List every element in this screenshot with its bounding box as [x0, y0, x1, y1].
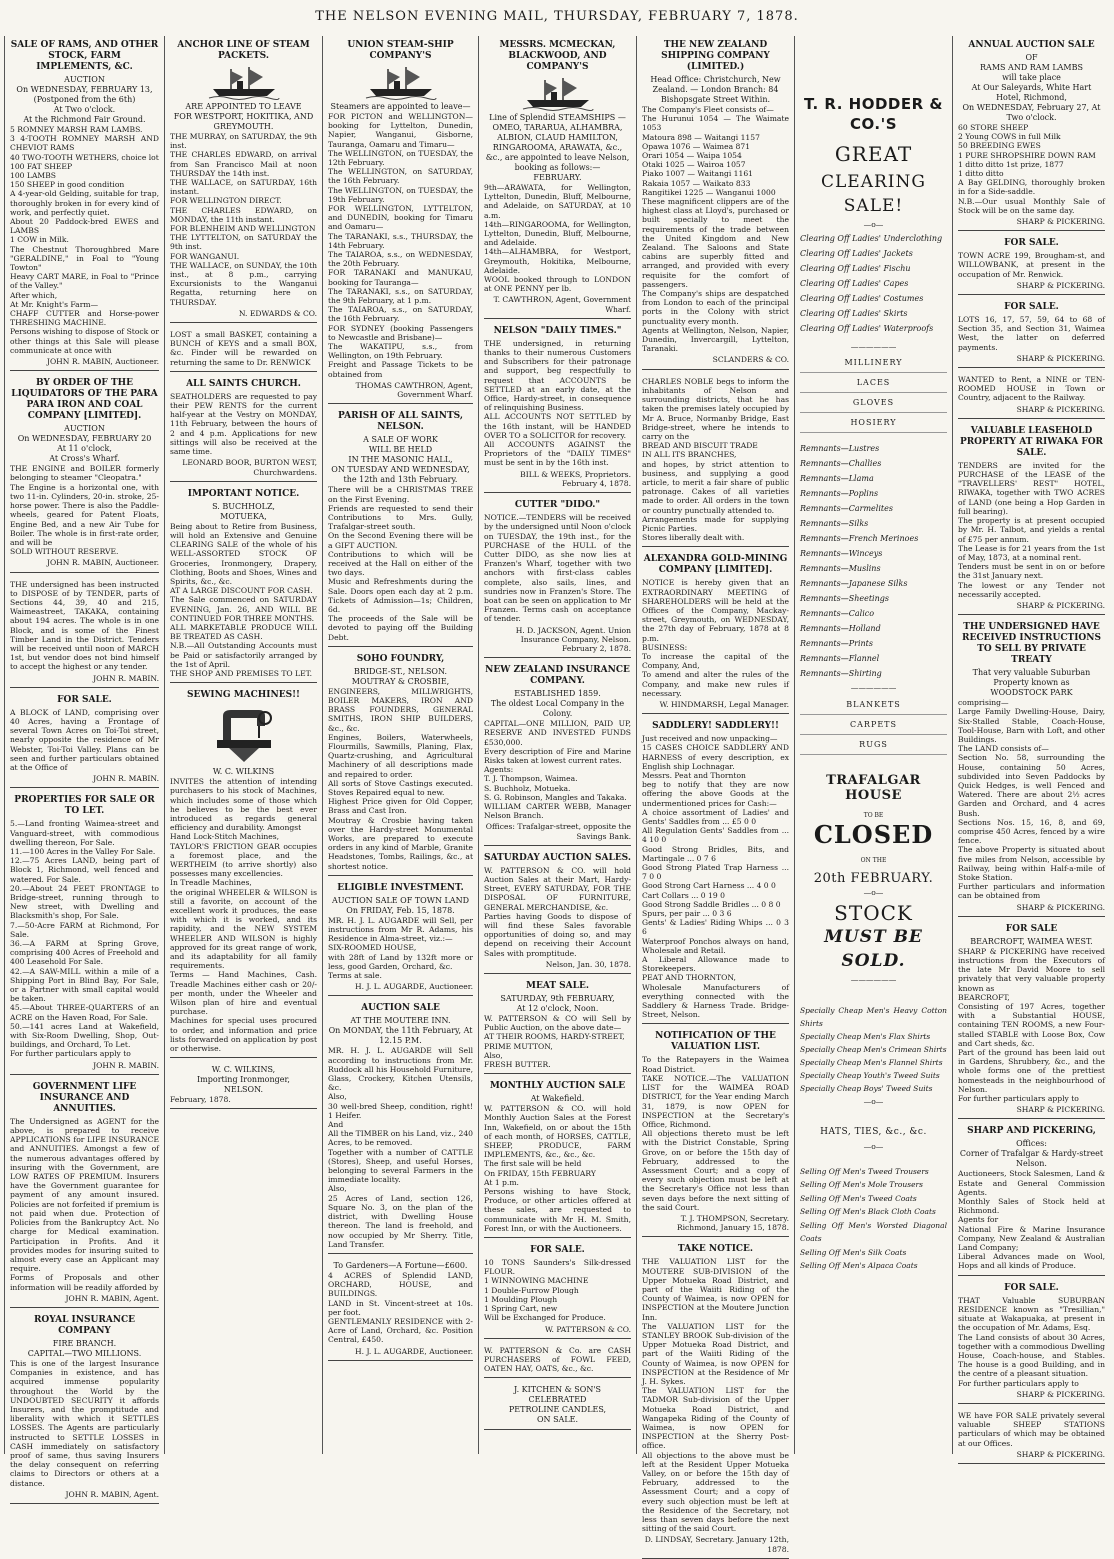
- advertisement: [170, 375, 317, 482]
- remnant-item: Remnants—Calico: [800, 609, 875, 619]
- ad-body: THE VALUATION LIST for the MOUTERE SUB-DIVISION of the Upper Motueka Road District, and part of the Waiiti Riding of the County of Waimea, is now OPEN for INSPECTION at the Moutere Junction Inn. The VALUATION LIST for the STANLEY BROOK Sub-division of the Upper Motueka Road District, and part of the Waiiti Riding of the County of Waimea, is now OPEN for INSPECTION at the Residence of Mr J. H. Sykes. The VALUATION LIST for the TADMOR Sub-division of the Upper Motueka Road District, and Wangapeka Riding of the County of Waimea, is now OPEN for INSPECTION at the Sherry Post-office. All objections to the above must be left at the Resident Upper Motueka Valley, on or before the 15th day of February, addressed to the Assessment Court; and a copy of every such objection must be left at the Residence of the Secretary, not less than seven days before the next sitting of the said Court.: [642, 1257, 789, 1534]
- ad-body: This is one of the largest Insurance Companies in existence, and has acquired immense popularity throughout the World by the UNDOUBTED SECURITY it affords Insurers, and the promptitude and liberality with which it SETTLES LOSSES. The Agents are particularly instructed to SETTLE LOSSES in CASH immediately on satisfactory proof of same, thus saving Insurers the delay consequent on referring claims to Directors or others at a distance.: [10, 1358, 159, 1488]
- advertisement: [642, 36, 789, 370]
- ad-body: 5 ROMNEY MARSH RAM LAMBS. 3 4-TOOTH ROMNEY MARSH AND CHEVIOT RAMS 40 TWO-TOOTH WETHERS, choice lot 100 FAT SHEEP 100 LAMBS 150 SHEEP in good condition A 4-year-old Gelding, suitable for trap, thoroughly broken in for every kind of work, and perfectly quiet. About 20 Paddock-bred EWES and LAMBS 1 COW in Milk. The Chestnut Thoroughbred Mare "GERALDINE," in Foal to "Young Towton" Heavy CART MARE, in Foal to "Prince of the Valley." After which, At Mr. Knight's Farm— CHAFF CUTTER and Horse-power THRESHING MACHINE. Persons wishing to dispose of Stock or other things at this Sale will please communicate at once with: [10, 125, 159, 355]
- column-5: [636, 36, 794, 1554]
- advertisement: [170, 326, 317, 372]
- clearing-off-item: Clearing Off Ladies' Capes: [800, 279, 909, 289]
- advertisement: [484, 849, 631, 974]
- ad-title: SEWING MACHINES!!: [186, 690, 301, 701]
- ad-body: Being about to Retire from Business, will hold an Extensive and Genuine CLEARING SALE of the whole of his WELL-ASSORTED STOCK OF Groceries, Ironmongery, Drapery, Clothing, Boots and Shoes, Wines and Spirits, &c., &c. AT A LARGE DISCOUNT FOR CASH. The Sale commenced on SATURDAY EVENING, Jan. 26, AND WILL BE CONTINUED FOR THREE MONTHS. ALL MARKETABLE PRODUCE WILL BE TREATED AS CASH. N.B.—All Outstanding Accounts must be Paid or satisfactorily arranged by the 1st of April. THE SHOP AND PREMISES TO LET.: [170, 521, 317, 678]
- ad-signature: SHARP & PICKERING.: [1016, 353, 1105, 363]
- ad-subtitle: BRIDGE-ST., NELSON. MOUTRAY & CROSBIE,: [351, 666, 450, 686]
- ad-title: FOR SALE.: [1004, 238, 1059, 249]
- remnant-item: Remnants—Llama: [800, 474, 874, 484]
- ad-subtitle: Head Office: Christchurch, New Zealand. — London Branch: 84 Bishopsgate Street Within.: [650, 75, 781, 104]
- advertisement: [10, 374, 159, 572]
- ad-title: FOR SALE.: [57, 694, 112, 705]
- ad-body: Auctioneers, Stock Salesmen, Land & Estate and General Commission Agents. Monthly Sales of Stock held at Richmond. Agents for National Fire & Marine Insurance Company, New Zealand & Australian Land Company; Liberal Advances made on Wool, Hops and all kinds of Produce.: [958, 1169, 1105, 1271]
- remnant-item: Remnants—Winceys: [800, 549, 883, 559]
- hats-ties: HATS, TIES, &c., &c.: [820, 1126, 927, 1137]
- column-7: [952, 36, 1110, 1459]
- ad-title: VALUABLE LEASEHOLD PROPERTY AT RIWAKA FOR SALE.: [959, 425, 1104, 458]
- department-item: RUGS: [800, 735, 947, 755]
- ad-subtitle: W. C. WILKINS, Importing Ironmonger, NELSON.: [197, 1065, 290, 1095]
- ad-subtitle: BEARCROFT, WAIMEA WEST.: [970, 936, 1093, 946]
- ad-signature: N. EDWARDS & CO.: [238, 308, 317, 318]
- ad-body: INVITES the attention of intending purchasers to his stock of Machines, which includes some of those which he believes to be the best ever introduced as regards general efficiency and durability. Amongst Hand Lock-Stitch Machines, TAYLOR'S FRICTION GEAR occupies a foremost place, and the WERTHEIM (to arrive shortly) also possesses many excellencies. In Treadle Machines, the original WHEELER & WILSON is still a favorite, on account of the excellent work it produces, the ease with which it is worked, and its rapidity, and the NEW SYSTEM WHEELER AND WILSON is highly approved for its great range of work, and its adaptability for all family requirements. Terms — Hand Machines, Cash. Treadle Machines either cash or 20/- per month, under the Wheeler and Wilson plan of hire and eventual purchase. Machines for special uses procured to order, and information and price lists forwarded on application by post or otherwise.: [170, 777, 317, 1054]
- ad-title: NEW ZEALAND INSURANCE COMPANY.: [485, 665, 630, 687]
- ship-engraving-icon: [523, 76, 593, 110]
- hodder-clearing: CLEARING SALE!: [821, 172, 926, 216]
- ad-title: FOR SALE.: [530, 1245, 585, 1256]
- ad-subtitle: AT THE MOUTERE INN. On MONDAY, the 11th February, At 12.15 P.M.: [328, 1016, 473, 1046]
- ad-signature: SHARP & PICKERING.: [1016, 217, 1105, 227]
- ad-title: PARISH OF ALL SAINTS, NELSON.: [338, 411, 463, 433]
- advertisement: [10, 691, 159, 789]
- advertisement: [484, 496, 631, 658]
- advertisement: [484, 1381, 631, 1430]
- advertisement: [328, 879, 473, 997]
- ad-body: THE undersigned has been instructed to DISPOSE of by TENDER, parts of Sections 44, 39, 40 and 215, Waimeastreet, TAKAKA, containing about 194 acres. The whole is in one Block, and is some of the Finest Timber Land in the District. Tenders will be received until noon of MARCH 1st, but vendor does not bind himself to accept the highest or any tender.: [10, 579, 159, 672]
- divider: ——————: [850, 683, 897, 693]
- ad-title: FOR SALE: [1005, 923, 1058, 934]
- ad-subtitle: AUCTION On WEDNESDAY, FEBRUARY 13, (Postponed from the 6th) At Two o'clock. At the Richmond Fair Ground.: [16, 75, 153, 124]
- remnant-item: Remnants—Sheetings: [800, 594, 889, 604]
- advertisement: [642, 1027, 789, 1237]
- ad-subtitle: FIRE BRANCH. CAPITAL—TWO MILLIONS.: [27, 1338, 142, 1358]
- advertisement: [328, 36, 473, 404]
- divider: —o—: [863, 1097, 884, 1107]
- ad-title: AUCTION SALE: [361, 1003, 440, 1014]
- advertisement: [170, 485, 317, 683]
- ad-title: THE NEW ZEALAND SHIPPING COMPANY (LIMITED.): [661, 40, 770, 72]
- ad-body: 5.—Land fronting Waimea-street and Vanguard-street, with commodious dwelling thereon, For Sale. 11.—100 Acres in the Valley For Sale. 12.—75 Acres LAND, being part of Block 1, Richmond, well fenced and watered. For Sale. 20.—About 24 FEET FRONTAGE to Bridge-street, running through to New street, with Dwelling and Blacksmith's shop, For Sale. 7.—50-Acre FARM at Richmond, For Sale. 36.—A FARM at Spring Grove, comprising 400 Acres of Freehold and 400 Leasehold For Sale. 42.—A SAW-MILL within a mile of a Shipping Port in Blind Bay, For Sale, or a Partner with small capital would be taken. 45.—About THREE-QUARTERS of an ACRE on the Haven Road, For Sale. 50.—141 acres Land at Wakefield, with Six-Room Dwelling, Shop, Out-buildings, and Orchard, To Let. For further particulars apply to: [10, 819, 159, 1059]
- ad-title: ALEXANDRA GOLD-MINING COMPANY [LIMITED].: [643, 554, 788, 576]
- advertisement: [170, 1061, 317, 1109]
- ad-title: UNION STEAM-SHIP COMPANY'S: [347, 40, 454, 61]
- remnant-item: Remnants—Shirting: [800, 669, 882, 679]
- ad-title: TAKE NOTICE.: [677, 1244, 754, 1255]
- ad-signature: D. LINDSAY, Secretary. January 12th, 1878.: [644, 1535, 789, 1554]
- ad-subtitle: W. C. WILKINS: [212, 767, 275, 777]
- advertisement: [958, 1122, 1105, 1275]
- ad-title: MESSRS. MCMECKAN, BLACKWOOD, AND COMPANY'S: [499, 40, 616, 72]
- advertisement: [642, 1240, 789, 1559]
- ad-signature: SHARP & PICKERING.: [1016, 902, 1105, 912]
- advertisement: [328, 650, 473, 876]
- ad-subtitle: AUCTION SALE OF TOWN LAND On FRIDAY, Feb. 15, 1878.: [331, 895, 469, 915]
- column-4: [478, 36, 636, 1454]
- closing-date: 20th FEBRUARY.: [813, 871, 934, 887]
- ad-subtitle: ESTABLISHED 1859. The oldest Local Company in the Colony.: [490, 689, 625, 719]
- ad-title: CUTTER "DIDO.": [514, 500, 601, 511]
- ship-engraving-icon: [366, 65, 436, 99]
- ad-subtitle: Line of Splendid STEAMSHIPS — OMEO, TARARUA, ALHAMBRA, ALBION, CLAUD HAMILTON, RINGAROOMA, ARAWATA, &c., &c., are appointed to leave Nelson, booking as follows:— FEBRUARY.: [485, 113, 630, 182]
- ad-signature: SCLANDERS & CO.: [712, 355, 789, 365]
- ad-title: ANCHOR LINE OF STEAM PACKETS.: [177, 40, 310, 61]
- ad-signature: LEONARD BOOR, BURTON WEST, Churchwardens.: [182, 458, 317, 477]
- clearing-off-item: Clearing Off Ladies' Waterproofs: [800, 324, 934, 334]
- advertisement: [10, 791, 159, 1074]
- ad-body: 10 TONS Saunders's Silk-dressed FLOUR. 1 WINNOWING MACHINE 1 Double-Furrow Plough 1 Moulding Plough 1 Spring Cart, new Will be Exchanged for Produce.: [484, 1258, 631, 1323]
- ad-body: comprising— Large Family Dwelling-House, Dairy, Six-Stalled Stable, Coach-House, Tool-House, Barn with Loft, and other Buildings. The LAND consists of— Section No. 58, surrounding the House, containing 50 Acres, subdivided into Seven Paddocks by Quick Hedges, is well Fenced and Watered. There are about 2½ acres Garden and Orchard, and 4 acres Bush. Sections Nos. 15, 16, 8, and 69, comprise 450 Acres, fenced by a wire fence. The above Property is situated about five miles from Nelson, accessible by Railway, being within Half-a-mile of Stoke Station. Further particulars and information can be obtained from: [958, 698, 1105, 901]
- ad-signature: W. PATTERSON & CO.: [545, 1324, 631, 1334]
- advertisement: [958, 920, 1105, 1120]
- column-3: [322, 36, 478, 1454]
- ad-body: THE ENGINE and BOILER formerly belonging to steamer "Cleopatra." The Engine is a horizontal one, with two 11-in. Cylinders, 20-in. stroke, 25-horse power. There is also the Paddle-wheels, geared for Patent Floats, Engine Bed, and a new Air Tube for Boiler. The whole is in first-rate order, and will be SOLD WITHOUT RESERVE.: [10, 464, 159, 557]
- ad-body: LOST a small BASKET, containing a BUNCH of KEYS and a small BOX, &c. Finder will be rewarded on returning the same to Dr. RENWICK: [170, 330, 317, 367]
- ad-body: TENDERS are invited for the PURCHASE of the LEASE of the "TRAVELLERS' REST" HOTEL, RIWAKA, together with TWO ACRES of LAND (one being a Hop Garden in full bearing). The property is at present occupied by Mr. H. Talbot, and yields a rental of £75 per annum. The Lease is for 21 years from the 1st of May, 1873, at a nominal rent. Tenders must be sent in on or before the 31st January next. The lowest or any Tender not necessarily accepted.: [958, 460, 1105, 599]
- ad-subtitle: SATURDAY, 9th FEBRUARY, At 12 o'clock, Noon.: [500, 994, 615, 1014]
- clearing-off-item: Clearing Off Ladies' Jackets: [800, 249, 913, 259]
- ad-body: W. PATTERSON & CO. will hold Monthly Auction Sales at the Forest Inn, Wakefield, on or about the 15th of each month, of HORSES, CATTLE, SHEEP, PRODUCE, FARM IMPLEMENTS, &c., &c., &c. The first sale will be held On FRIDAY, 15th FEBRUARY At 1 p.m. Persons wishing to have Stock, Produce, or other articles offered at these sales, are requested to communicate with Mr H. M. Smith, Forest Inn, or with the Auctioneers.: [484, 1104, 631, 1233]
- department-item: BLANKETS: [800, 695, 947, 715]
- remnant-item: Remnants—Flannel: [800, 654, 880, 664]
- advertisement: [484, 36, 631, 319]
- ad-signature: SHARP & PICKERING.: [1016, 404, 1105, 414]
- advertisement: [484, 1342, 631, 1379]
- ad-title: SHARP AND PICKERING,: [967, 1126, 1096, 1137]
- clearing-off-list: [800, 231, 947, 336]
- ad-title: MONTHLY AUCTION SALE: [489, 1081, 626, 1092]
- ad-subtitle: Offices: Corner of Trafalgar & Hardy-street Nelson.: [959, 1139, 1104, 1169]
- ad-signature: THOMAS CAWTHRON, Agent, Government Wharf.: [355, 380, 473, 400]
- clearing-off-item: Clearing Off Ladies' Underclothing: [800, 234, 943, 244]
- ad-subtitle: That very valuable Suburban Property known as WOODSTOCK PARK: [972, 668, 1091, 698]
- ad-signature: JOHN R. MABIN, Agent.: [65, 1293, 159, 1303]
- advertisement: [328, 1257, 473, 1361]
- ad-body: W. PATTERSON & CO will Sell by Public Auction, on the above date— AT THEIR ROOMS, HARDY-STREET, PRIME MUTTON, Also, FRESH BUTTER.: [484, 1014, 631, 1070]
- advertisement: [170, 36, 317, 323]
- ad-signature: H. J. L. AUGARDE, Auctioneer.: [355, 982, 473, 992]
- ad-title: BY ORDER OF THE LIQUIDATORS OF THE PARA PARA IRON AND COAL COMPANY [LIMITED].: [11, 378, 158, 422]
- ad-title: THE UNDERSIGNED HAVE RECEIVED INSTRUCTIONS TO SELL BY PRIVATE TREATY: [962, 622, 1101, 666]
- ad-body: W. PATTERSON & Co. are CASH PURCHASERS of FOWL FEED, OATEN HAY, OATS, &c., &c.: [484, 1345, 631, 1374]
- selling-off-item: Selling Off Men's Tweed Coats: [800, 1193, 917, 1203]
- ad-signature: T. CAWTHRON, Agent, Government Wharf.: [493, 295, 631, 314]
- ad-title: SATURDAY AUCTION SALES.: [484, 852, 631, 863]
- ad-signature: SHARP & PICKERING.: [1016, 1449, 1105, 1459]
- ad-body: Just received and now unpacking— 15 CASES CHOICE SADDLERY AND HARNESS of every description, ex English ship Lochnagar. Messrs. Peat and Thornton beg to notify that they are now offering the above Goods at the undermentioned prices for Cash:— A choice assortment of Ladies' and Gents' Saddles from ... £5 0 0 All Regulation Gents' Saddles from ... 4 10 0 Good Strong Bridles, Bits, and Martingale ... 0 7 6 Good Strong Plated Trap Harness ... 7 0 0 Good Strong Cart Harness ... 4 0 0 Cart Collars ... 0 19 0 Good Strong Saddle Bridles ... 0 8 0 Spurs, per pair ... 0 3 6 Gents' & Ladies' Riding Whips ... 0 3 6 Waterproof Ponchos always on hand, Wholesale and Retail. A Liberal Allowance made to Storekeepers. PEAT AND THORNTON, Wholesale Manufacturers of everything connected with the Saddlery & Harness Trade. Bridge-Street, Nelson.: [642, 734, 789, 1020]
- department-item: GLOVES: [800, 393, 947, 413]
- ad-body: MR. H. J. L. AUGARDE will Sell according to instructions from Mr. Ruddock all his Household Furniture, Glass, Crockery, Kitchen Utensils, &c. Also, 30 well-bred Sheep, condition, right! 1 Heifer. And All the TIMBER on his Land, viz., 240 Acres, to be removed. Together with a number of CATTLE (Stores), Sheep, and useful Horses, belonging to several Farmers in the immediate locality. Also, 25 Acres of Land, section 126, Square No. 3, on the plan of the district, with Dwelling House thereon. The land is freehold, and now occupied by Mr Sherry. Title, Land Transfer.: [328, 1046, 473, 1249]
- ad-body: The Undersigned as AGENT for the above, is prepared to receive APPLICATIONS for LIFE INSURANCE and ANNUITIES. Amongst a few of the numerous advantages offered by insuring with the Government, are LOW RATES OF PREMIUM. Insurers have the Government guarantee for payment of any amount insured. Policies are not forfeited if premium is not paid when due. Protection of Policies from the Bankruptcy Act. No charge for Medical examination. Participation in Profits. And it provides modes for insuring suited to almost every case an Applicant may require. Forms of Proposals and other information will be readily afforded by: [10, 1116, 159, 1292]
- ad-body: FOR PICTON and WELLINGTON—booking for Lyttelton, Dunedin, Napier, Wanganui, Gisborne, Tauranga, Oamaru and Timaru— The WELLINGTON, on TUESDAY, the 12th February. The WELLINGTON, on SATURDAY, the 16th February. The WELLINGTON, on TUESDAY, the 19th February. FOR WELLINGTON, LYTTELTON, and DUNEDIN, booking for Timaru and Oamaru— The TARANAKI, s.s., THURSDAY, the 14th February. The TAIAROA, s.s., on WEDNESDAY, the 20th February. FOR TARANAKI and MANUKAU, booking for Tauranga— The TARANAKI, s.s., on SATURDAY, the 9th February, at 1 p.m. The TAIAROA, s.s., on SATURDAY, the 16th February. FOR SYDNEY (booking Passengers to Newcastle and Brisbane)— The WAKATIPU, s.s., from Wellington, on 19th February. Freight and Passage Tickets to be obtained from: [328, 112, 473, 379]
- selling-off-item: Selling Off Men's Silk Coats: [800, 1247, 907, 1257]
- ad-body: THE undersigned, in returning thanks to their numerous Customers and Subscribers for their patronage and support, beg respectfully to request that ACCOUNTS be SETTLED at an early date, at the Office, Hardy-street, in consequence of relinquishing Business. ALL ACCOUNTS NOT SETTLED by the 16th instant, will be HANDED OVER TO a SOLICITOR for recovery. All ACCOUNTS AGAINST the Proprietors of the "DAILY TIMES" must be sent in by the 16th inst.: [484, 338, 631, 468]
- ship-engraving-icon: [209, 65, 279, 99]
- must-be-sold: MUST BE SOLD.: [824, 927, 923, 972]
- ad-subtitle: OF RAMS AND RAM LAMBS will take place At Our Saleyards, White Hart Hotel, Richmond, On WEDNESDAY, February 27, At Two o'clock.: [962, 53, 1101, 122]
- ad-subtitle: S. BUCHHOLZ, MOTUEKA,: [212, 501, 275, 521]
- specially-list: [800, 1004, 947, 1095]
- caps-list: [800, 353, 947, 433]
- ad-body: 9th—ARAWATA, for Wellington, Lyttelton, Dunedin, Bluff, Melbourne, and Adelaide, on SATURDAY, at 10 a.m. 14th—RINGAROOMA, for Wellington, Lyttelton, Dunedin, Bluff, Melbourne, and Adelaide. 14th—ALHAMBRA, for Westport, Greymouth, Hokitika, Melbourne, Adelaide. WOOL booked through to LONDON at ONE PENNY per lb.: [484, 183, 631, 294]
- ad-body: SHARP & PICKERING have received instructions from the Executors of the late Mr David Moore to sell privately that very valuable property known as BEARCROFT, Consisting of 197 Acres, together with a Substantial HOUSE, containing TEN ROOMS, a new Four-stalled STABLE with Loose Box, Cow and Cart sheds, &c. Part of the ground has been laid out in Gardens, Shrubbery, &c., and the whole forms one of the prettiest homesteads in the neighbourhood of Nelson. For further particulars apply to: [958, 946, 1105, 1104]
- ad-signature: H. D. JACKSON, Agent. Union Insurance Company, Nelson. February 2, 1878.: [515, 625, 631, 653]
- ad-signature: SHARP & PICKERING.: [1016, 1105, 1105, 1115]
- selling-off-item: Selling Off Men's Black Cloth Coats: [800, 1207, 936, 1217]
- ad-body: WANTED to Rent, a NINE or TEN-ROOMED HOUSE in Town or Country, adjacent to the Railway.: [958, 375, 1105, 403]
- ad-title: NELSON "DAILY TIMES.": [493, 325, 622, 336]
- ad-subtitle: J. KITCHEN & SON'S CELEBRATED PETROLINE CANDLES, ON SALE.: [508, 1385, 607, 1425]
- ad-subtitle: Steamers are appointed to leave—: [330, 102, 471, 111]
- ad-title: NOTIFICATION OF THE VALUATION LIST.: [655, 1031, 776, 1053]
- clearing-off-item: Clearing Off Ladies' Fischu: [800, 264, 911, 274]
- ad-body: The Company's Fleet consists of— The Hurunui 1054 — The Waimate 1053 Matoura 898 — Waitangi 1157 Opawa 1076 — Waimea 871 Orari 1054 — Waipa 1054 Otaki 1025 — Wairoa 1057 Piako 1007 — Waitangi 1161 Rakaia 1057 — Waikato 833 Rangitikei 1225 — Wanganui 1000 These magnificent clippers are of the highest class at Lloyd's, purchased or built specially to meet the requirements of the trade between the United Kingdom and New Zealand. The Saloons and State cabins are superbly fitted and arranged, and provided with every requisite for the comfort of passengers. The Company's ships are despatched from London to each of the principal ports in the Colony with strict punctuality every month. Agents at Wellington, Nelson, Napier, Dunedin, Invercargill, Lyttelton, Taranaki.: [642, 105, 789, 354]
- advertisement: [958, 371, 1105, 419]
- ad-signature: SHARP & PICKERING.: [1016, 280, 1105, 290]
- ad-title: ELIGIBLE INVESTMENT.: [337, 882, 464, 893]
- advertisement: [958, 298, 1105, 368]
- advertisement: [958, 422, 1105, 615]
- ad-body: LOTS 16, 17, 57, 59, 64 to 68 of Section 35, and Section 31, Waimea West, the latter on deferred payments.: [958, 315, 1105, 352]
- department-item: CARPETS: [800, 715, 947, 735]
- specially-cheap-item: Specially Cheap Youth's Tweed Suits: [800, 1071, 940, 1081]
- advertisement: [958, 618, 1105, 917]
- on-the: ON THE: [860, 856, 887, 864]
- ad-signature: H. J. L. AUGARDE, Auctioneer.: [355, 1346, 473, 1356]
- trafalgar-house: TRAFALGAR HOUSE: [826, 772, 921, 803]
- remnant-item: Remnants—Muslins: [800, 564, 881, 574]
- ad-subtitle: To Gardeners—A Fortune—£600.: [333, 1260, 468, 1270]
- ad-signature: SHARP & PICKERING.: [1016, 1389, 1105, 1399]
- ad-signature: JOHN R. MABIN, Agent.: [65, 1489, 159, 1499]
- ad-title: SALE OF RAMS, AND OTHER STOCK, FARM IMPLEMENTS, &C.: [10, 40, 159, 72]
- selling-off-list: [800, 1165, 947, 1273]
- department-item: LACES: [800, 373, 947, 393]
- ad-body: To the Ratepayers in the Waimea Road District. TAKE NOTICE.—The VALUATION LIST for the WAIMEA ROAD DISTRICT, for the Year ending March 31, 1879, is now OPEN for INSPECTION at the Secretary's Office, Richmond. All objections thereto must be left with the District Constable, Spring Grove, on or before the 15th day of February, addressed to the Assessment Court; and a copy of every such objection must be left at the Secretary's Office not less than seven days before the next sitting of the said Court.: [642, 1055, 789, 1212]
- stock-heading: STOCK: [834, 901, 913, 926]
- ad-subtitle: AUCTION On WEDNESDAY, FEBRUARY 20 At 11 o'clock, At Cross's Wharf.: [17, 424, 152, 464]
- selling-off-item: Selling Off Men's Worsted Diagonal Coats: [800, 1220, 947, 1244]
- clearing-off-item: Clearing Off Ladies' Skirts: [800, 309, 908, 319]
- specially-cheap-item: Specially Cheap Men's Heavy Cotton Shirts: [800, 1006, 947, 1029]
- ad-body: NOTICE.—TENDERS will be received by the undersigned until Noon o'clock on TUESDAY, the 19th inst., for the PURCHASE of the HULL of the Cutter DIDO, as she now lies at Franzen's Wharf, together with two anchors with first-class cables complete, also sails, lines, and sundries now in Franzen's Store. The boat can be seen on application to Mr Franzen. Terms cash on acceptance of tender.: [484, 513, 631, 624]
- ad-body: 4 ACRES of Splendid LAND, ORCHARD, HOUSE, and BUILDINGS. LAND in St. Vincent-street at 10s. per foot. GENTLEMANLY RESIDENCE with 2-Acre of Land, Orchard, &c. Position Central, £450.: [328, 1270, 473, 1345]
- remnant-item: Remnants—Silks: [800, 519, 869, 529]
- ad-signature: Nelson, Jan. 30, 1878.: [545, 959, 631, 969]
- advertisement: [328, 407, 473, 646]
- divider: ——————: [850, 975, 897, 985]
- remnant-item: Remnants—Challies: [800, 459, 882, 469]
- ad-title: ALL SAINTS CHURCH.: [186, 378, 301, 389]
- ad-signature: JOHN R. MABIN.: [93, 1060, 159, 1070]
- ad-signature: T. J. THOMPSON, Secretary. Richmond, January 15, 1878.: [676, 1213, 789, 1233]
- remnant-item: Remnants—French Merinoes: [800, 534, 919, 544]
- to-be: TO BE: [863, 811, 884, 819]
- ad-body: NOTICE is hereby given that an EXTRAORDINARY MEETING of SHAREHOLDERS will be held at the Offices of the Company, Mackay-street, Greymouth, on WEDNESDAY, the 27th day of February, 1878 at 8 p.m. BUSINESS: To increase the capital of the Company, And, To amend and alter the rules of the Company, and make new rules if necessary.: [642, 578, 789, 698]
- hodder-name: T. R. HODDER & CO.'S: [804, 95, 943, 133]
- ad-body: WE have FOR SALE privately several valuable SHEEP STATIONS particulars of which may be obtained at our Offices.: [958, 1410, 1105, 1448]
- ad-title: MEAT SALE.: [526, 981, 589, 992]
- advertisement: [642, 550, 789, 714]
- ad-subtitle: ARE APPOINTED TO LEAVE FOR WESTPORT, HOKITIKA, AND GREYMOUTH.: [173, 102, 314, 131]
- ad-signature: W. HINDMARSH, Legal Manager.: [659, 699, 789, 709]
- department-item: MILLINERY: [800, 353, 947, 373]
- advertisement: [10, 1311, 159, 1504]
- remnant-item: Remnants—Japanese Silks: [800, 579, 908, 589]
- advertisement: [170, 686, 317, 1058]
- specially-cheap-item: Specially Cheap Men's Flannel Shirts: [800, 1058, 943, 1068]
- advertisement: [10, 36, 159, 371]
- ad-signature: JOHN R. MABIN.: [93, 774, 159, 784]
- ad-body: CHARLES NOBLE begs to inform the inhabitants of Nelson and surrounding districts, that he has taken the premises lately occupied by Mr A. Bruce, Normanby Bridge, East Bridge-street, where he intends to carry on the BREAD AND BISCUIT TRADE IN ALL ITS BRANCHES, and hopes, by strict attention to business, and supplying a good article, to merit a fair share of public patronage. Cakes of all varieties made to order. All orders in the town or country punctually attended to. Arrangements made for supplying Picnic Parties. Stores liberally dealt with.: [642, 376, 789, 543]
- ad-title: IMPORTANT NOTICE.: [187, 488, 300, 499]
- ad-body: TOWN ACRE 199, Brougham-st, and WILLOWBANK, at present in the occupation of Mr. Renwick.: [958, 251, 1105, 279]
- department-item: HOSIERY: [800, 413, 947, 433]
- closed-heading: CLOSED: [813, 819, 934, 849]
- ad-signature: JOHN R. MABIN.: [93, 673, 159, 683]
- advertisement: [484, 1241, 631, 1339]
- selling-off-item: Selling Off Men's Tweed Trousers: [800, 1166, 929, 1176]
- ad-body: 60 STORE SHEEP 2 Young COWS in full Milk 50 BREEDING EWES 1 PURE SHROPSHIRE DOWN RAM 1 ditto ditto 1st prize, 1877 1 ditto ditto A Bay GELDING, thoroughly broken in for a Side-saddle. N.B.—Our usual Monthly Sale of Stock will be on the same day.: [958, 123, 1105, 215]
- divider: —o—: [863, 1141, 884, 1151]
- remnant-item: Remnants—Prints: [800, 639, 873, 649]
- ad-signature: Offices: Trafalgar-street, opposite the Savings Bank.: [485, 822, 631, 841]
- advertisement: [642, 373, 789, 548]
- divider: ——————: [850, 342, 897, 352]
- selling-off-item: Selling Off Men's Mole Trousers: [800, 1180, 923, 1190]
- ad-body: CAPITAL—ONE MILLION, PAID UP, RESERVE AND INVESTED FUNDS £530,000. Every description of Fire and Marine Risks taken at lowest current rates. Agents: T. J. Thompson, Waimea. S. Buchholz, Motueka. S. G. Robinson, Mangles and Takaka. WILLIAM CARTER WEBB, Manager Nelson Branch.: [484, 719, 631, 821]
- ad-body: THAT Valuable SUBURBAN RESIDENCE known as "Tresillian," situate at Wakapuaka, at present in the occupation of Mr. Adams, Esq. The Land consists of about 30 Acres, together with a commodious Dwelling House, Coach-house, and Stables. The house is a good Building, and in the centre of a pleasant situation. For further particulars apply to: [958, 1295, 1105, 1388]
- remnant-item: Remnants—Lustres: [800, 444, 880, 454]
- advertisement: [484, 1077, 631, 1238]
- ad-body: MR. H. J. L. AUGARDE will Sell, per instructions from Mr R. Adams, his Residence in Alma-street, viz.:— SIX-ROOMED HOUSE, with 28ft of Land by 132ft more or less, good Garden, Orchard, &c. Terms at sale.: [328, 915, 473, 981]
- sewing-machine-icon: [209, 704, 279, 764]
- divider: —o—: [863, 220, 884, 229]
- advertisement: [484, 661, 631, 846]
- ad-subtitle: At Wakefield.: [530, 1094, 585, 1104]
- selling-off-item: Selling Off Men's Alpaca Coats: [800, 1261, 918, 1271]
- ad-body: W. PATTERSON & CO. will hold Auction Sales at their Mart, Hardy-Street, EVERY SATURDAY, FOR THE DISPOSAL OF FURNITURE, GENERAL MERCHANDISE, &c. Parties having Goods to dispose of will find these Sales favorable opportunities of doing so, and may depend on receiving their Account Sales with promptitude.: [484, 865, 631, 958]
- advertisement: [10, 576, 159, 688]
- advertisement: [958, 234, 1105, 295]
- ad-title: PROPERTIES FOR SALE OR TO LET.: [14, 795, 155, 817]
- ad-title: SOHO FOUNDRY,: [356, 653, 445, 664]
- advertisement: [958, 1279, 1105, 1404]
- ad-title: GOVERNMENT LIFE INSURANCE AND ANNUITIES.: [32, 1081, 137, 1114]
- column-1: [4, 36, 164, 1499]
- ad-body: SEATHOLDERS are requested to pay their PEW RENTS for the current half-year at the Vestry on MONDAY, 11th February, between the hours of 2 and 4 p.m. Applications for new sittings will also be received at the same time.: [170, 391, 317, 457]
- ad-signature: BILL & WEEKS, Proprietors. February 4, 1878.: [520, 469, 631, 488]
- ad-body: THE MURRAY, on SATURDAY, the 9th inst. THE CHARLES EDWARD, on arrival from San Francisco Mail at noon THURSDAY the 14th inst. THE WALLACE, on SATURDAY, 16th instant. FOR WELLINGTON DIRECT. THE CHARLES EDWARD, on MONDAY, the 11th instant. FOR BLENHEIM AND WELLINGTON THE LYTTELTON, on SATURDAY the 9th inst. FOR WANGANUI. THE WALLACE, on SUNDAY, the 10th inst., at 8 p.m., carrying Excursionists to the Wanganui Regatta, returning here on THURSDAY.: [170, 132, 318, 307]
- ad-body: ENGINEERS, MILLWRIGHTS, BOILER MAKERS, IRON AND BRASS FOUNDERS, GENERAL SMITHS, IRON SHIP BUILDERS, &c., &c. Engines, Boilers, Waterwheels, Flourmills, Sawmills, Planing, Flax, Quartz-crushing, and Agricultural Machinery of all descriptions made and repaired to order. All sorts of Stove Castings executed. Stoves Repaired equal to new. Highest Price given for Old Copper, Brass and Cast Iron. Moutray & Crosbie having taken over the Hardy-street Monumental Works, are prepared to execute orders in any kind of Marble, Granite Headstones, Tombs, Railings, &c., at shortest notice.: [328, 686, 473, 871]
- ad-signature: JOHN R. MABIN, Auctioneer.: [46, 558, 159, 568]
- advertisement: [958, 36, 1105, 231]
- ad-title: SADDLERY! SADDLERY!!: [652, 721, 779, 732]
- ad-title: FOR SALE.: [1004, 302, 1059, 313]
- advertisement: [642, 717, 789, 1024]
- ad-body: February, 1878.: [170, 1095, 231, 1105]
- divider: —o—: [863, 888, 884, 898]
- hodder-great: GREAT: [834, 142, 913, 166]
- ad-title: ROYAL INSURANCE COMPANY: [33, 1314, 136, 1336]
- advertisement: [484, 322, 631, 493]
- remnant-item: Remnants—Holland: [800, 624, 881, 634]
- specially-cheap-item: Specially Cheap Men's Flax Shirts: [800, 1032, 931, 1042]
- remnant-item: Remnants—Carmelites: [800, 504, 893, 514]
- ad-subtitle: A SALE OF WORK WILL BE HELD IN THE MASONIC HALL, ON TUESDAY AND WEDNESDAY, the 12th and 13th February.: [331, 435, 470, 485]
- specially-cheap-item: Specially Cheap Men's Crimean Shirts: [800, 1045, 947, 1055]
- caps-list-2: [800, 695, 947, 755]
- advertisement: [484, 977, 631, 1074]
- advertisement: [10, 1078, 159, 1308]
- column-6-hodder: [794, 36, 952, 1454]
- remnant-item: Remnants—Poplins: [800, 489, 879, 499]
- ad-body: There will be a CHRISTMAS TREE on the First Evening. Friends are requested to send their Contributions to Mrs. Gully, Trafalgar-street south. On the Second Evening there will be a GIFT AUCTION. Contributions to which will be received at the Hall on either of the two days. Music and Refreshments during the Sale. Doors open each day at 2 p.m. Tickets of Admission—1s; Children, 6d. The proceeds of the Sale will be devoted to paying off the Building Debt.: [328, 485, 473, 642]
- ad-signature: SHARP & PICKERING.: [1016, 600, 1105, 610]
- advertisement: [328, 999, 473, 1253]
- remnants-list: [800, 441, 947, 681]
- ad-body: A BLOCK of LAND, comprising over 40 Acres, having a Frontage of several Town Acres on Toi-Toi street, nearly opposite the residence of Mr Webster, Toi-Toi Valley. Plans can be seen and further particulars obtained at the Office of: [10, 707, 159, 772]
- specially-cheap-item: Specially Cheap Boys' Tweed Suits: [800, 1084, 933, 1094]
- ad-title: ANNUAL AUCTION SALE: [968, 40, 1095, 50]
- ad-title: FOR SALE.: [1004, 1282, 1059, 1293]
- masthead: THE NELSON EVENING MAIL, THURSDAY, FEBRUARY 7, 1878.: [315, 9, 799, 24]
- advertisement: [958, 1407, 1105, 1464]
- clearing-off-item: Clearing Off Ladies' Costumes: [800, 294, 924, 304]
- column-2: [164, 36, 322, 1454]
- ad-signature: JOHN R. MABIN, Auctioneer.: [46, 357, 159, 367]
